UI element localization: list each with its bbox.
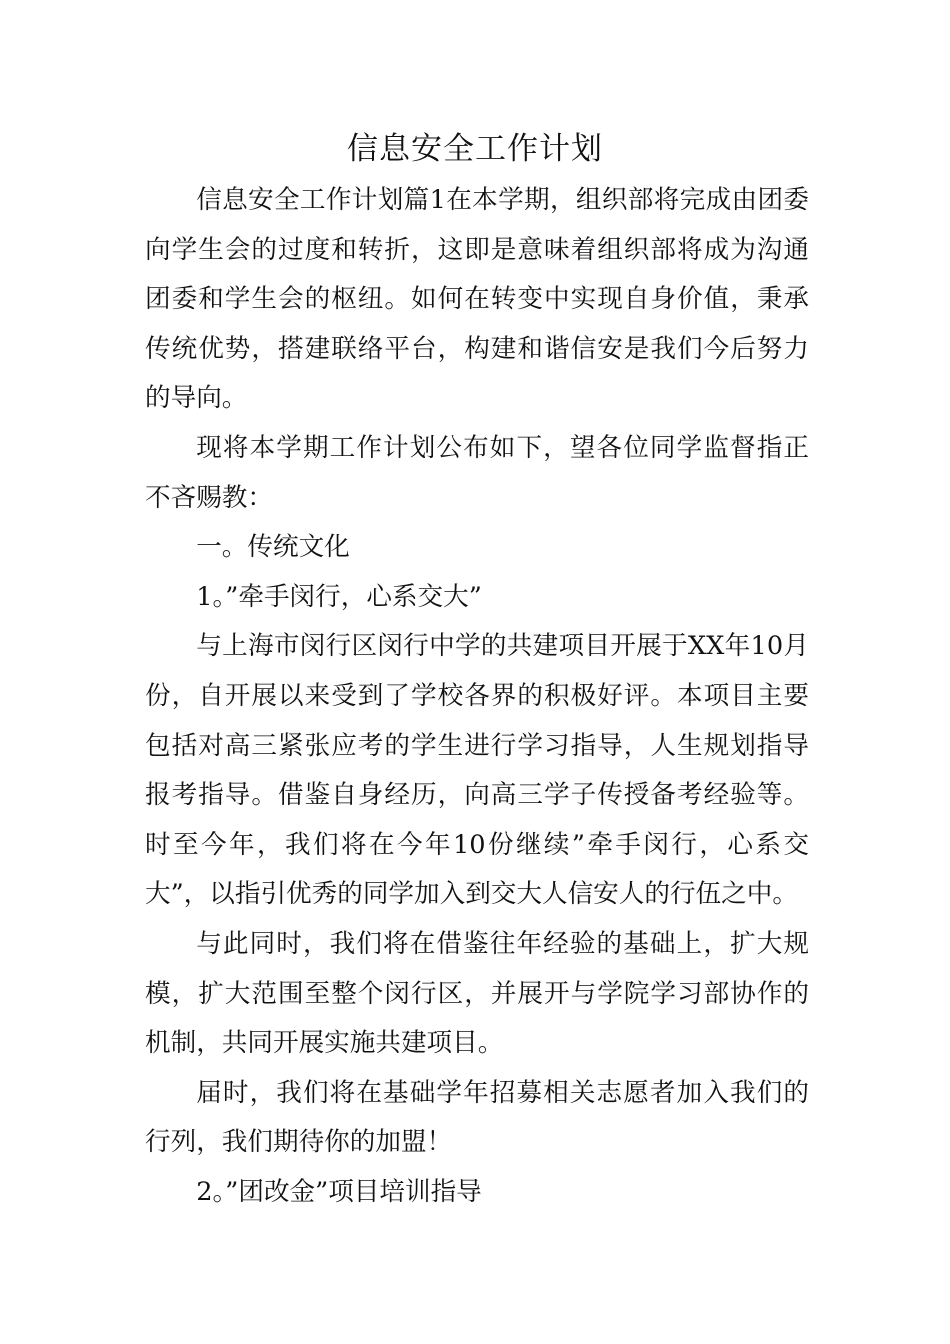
- paragraph-recruitment: 届时，我们将在基础学年招募相关志愿者加入我们的行列，我们期待你的加盟！: [145, 1077, 809, 1158]
- paragraph-project: 与上海市闵行区闵行中学的共建项目开展于XX年10月份，自开展以来受到了学校各界的积极好评。本项目主要包括对高三紧张应考的学生进行学习指导，人生规划指导报考指导。借鉴自身经历，向高三学子传授备考经验等。时至今年，我们将在今年10份继续”牵手闵行，心系交大”，以指引优秀的同学加入到交大人信安人的行伍之中。: [145, 631, 809, 910]
- document-body: [145, 176, 809, 1217]
- paragraph-announcement: 现将本学期工作计划公布如下，望各位同学监督指正不吝赐教：: [145, 432, 809, 513]
- document-title: 信息安全工作计划: [347, 131, 603, 167]
- paragraph-expansion: 与此同时，我们将在借鉴往年经验的基础上，扩大规模，扩大范围至整个闵行区，并展开与学院学习部协作的机制，共同开展实施共建项目。: [145, 928, 809, 1059]
- paragraph-intro: 信息安全工作计划篇1在本学期，组织部将完成由团委向学生会的过度和转折，这即是意味着组织部将成为沟通团委和学生会的枢纽。如何在转变中实现自身价值，秉承传统优势，搭建联络平台，构建和谐信安是我们今后努力的导向。: [145, 185, 809, 414]
- subsection-heading: 2。”团改金”项目培训指导: [196, 1176, 482, 1207]
- section-heading: 一。传统文化: [196, 532, 350, 563]
- subsection-heading: 1。”牵手闵行，心系交大”: [196, 581, 482, 612]
